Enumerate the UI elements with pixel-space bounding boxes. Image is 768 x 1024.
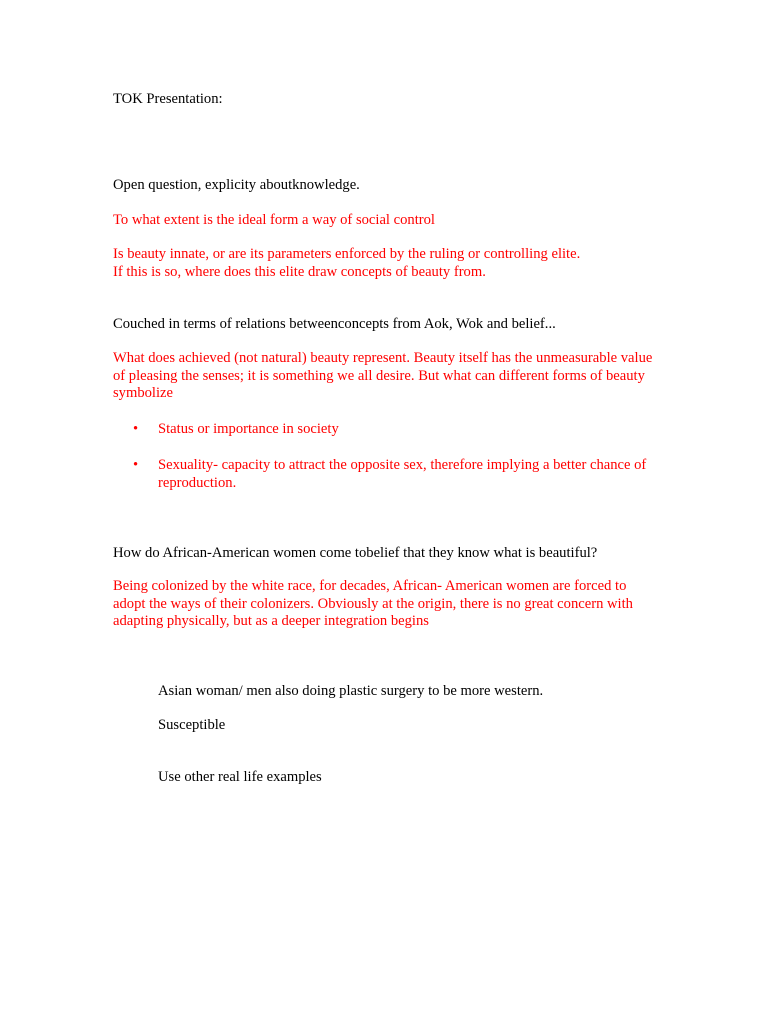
- couched-terms-paragraph: Couched in terms of relations betweenconcepts from Aok, Wok and belief...: [113, 316, 556, 332]
- african-american-question: How do African-American women come tobelief that they know what is beautiful?: [113, 545, 598, 561]
- achieved-beauty-paragraph: What does achieved (not natural) beauty represent. Beauty itself has the unmeasurable value of pleasing the senses; it is something we all desire. But what can different forms of beauty symbolize: [113, 350, 653, 401]
- innate-beauty-line-2: If this is so, where does this elite draw concepts of beauty from.: [113, 264, 486, 280]
- colonized-paragraph: Being colonized by the white race, for decades, African- American women are forced to adopt the ways of their colonizers. Obviously at the origin, there is no great concern with adapting physically, but as a deeper integration begins: [113, 578, 633, 629]
- open-question-label: Open question, explicity aboutknowledge.: [113, 177, 360, 193]
- asian-surgery-note: Asian woman/ men also doing plastic surgery to be more western.: [158, 683, 544, 699]
- document-title: TOK Presentation:: [113, 91, 223, 107]
- bullet-marker-2: •: [133, 457, 139, 473]
- bullet-marker-1: •: [133, 421, 139, 437]
- social-control-question: To what extent is the ideal form a way of social control: [113, 212, 435, 228]
- susceptible-note: Susceptible: [158, 717, 226, 733]
- innate-beauty-line-1: Is beauty innate, or are its parameters enforced by the ruling or controlling elite.: [113, 246, 581, 262]
- real-life-examples-note: Use other real life examples: [158, 769, 322, 785]
- bullet-item-sexuality: Sexuality- capacity to attract the opposite sex, therefore implying a better chance of reproduction.: [158, 457, 647, 491]
- bullet-item-status: Status or importance in society: [158, 421, 339, 437]
